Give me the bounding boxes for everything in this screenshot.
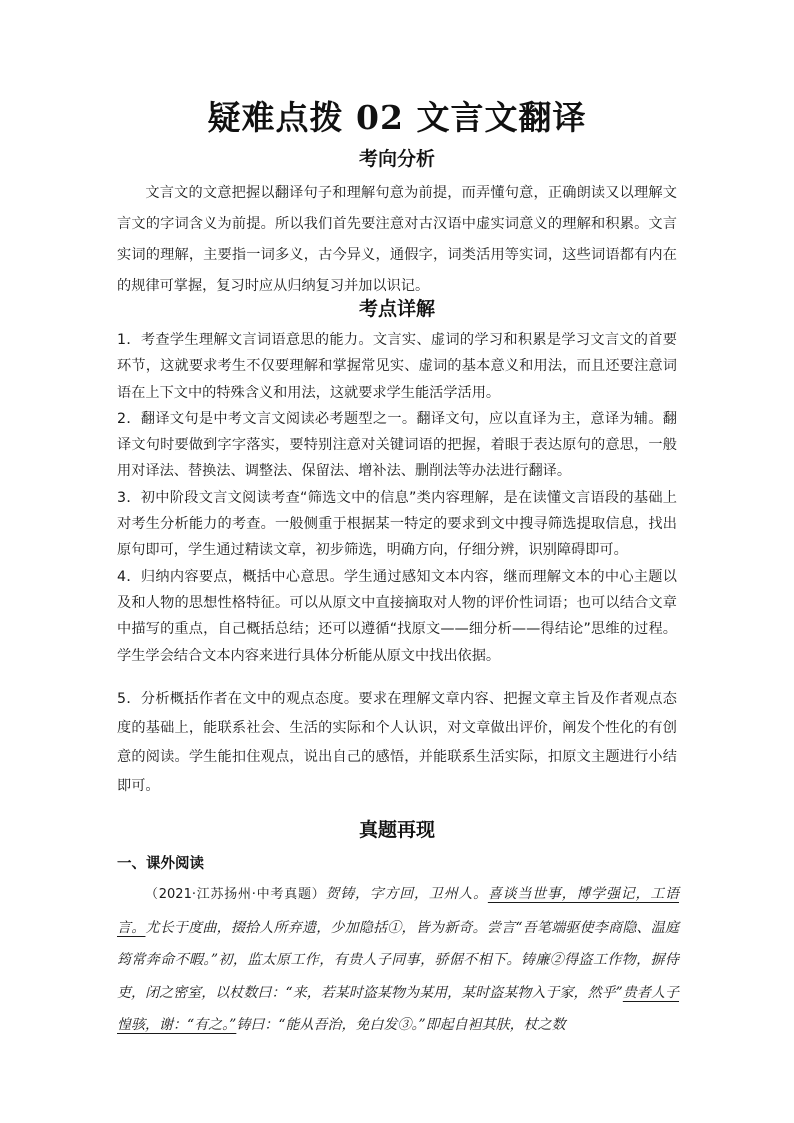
detail-item-1: 1．考查学生理解文言词语意思的能力。文言实、虚词的学习和积累是学习文言文的首要环节，这就要求考生不仅要理解和掌握常见实、虚词的基本意义和用法，而且还要注意词语在上下文中的特殊含义和用法，这就要求学生能活学活用。 xyxy=(117,332,677,401)
details-list xyxy=(117,327,677,669)
passage-text-1: 贺铸，字方回，卫州人。 xyxy=(325,886,488,902)
passage-underlined-2: 贵者人子惶骇，谢：“有之。” xyxy=(117,984,680,1033)
analysis-paragraph xyxy=(117,178,677,302)
detail-item-5: 5．分析概括作者在文中的观点态度。要求在理解文章内容、把握文章主旨及作者观点态度的基础上，能联系社会、生活的实际和个人认识，对文章做出评价，阐发个性化的有创意的阅读。学生能扣住观点，说出自己的感悟，并能联系生活实际，扣原文主题进行小结即可。 xyxy=(117,691,677,794)
analysis-text: 文言文的文意把握以翻译句子和理解句意为前提，而弄懂句意，正确朗读又以理解文言文的字词含义为前提。所以我们首先要注意对古汉语中虚实词意义的理解和积累。文言实词的理解，主要指一词多义，古今异义，通假字，词类活用等实词，这些词语都有内在的规律可掌握，复习时应从归纳复习并加以识记。 xyxy=(117,185,677,294)
passage-text-3: 铸曰：“能从吾治，免白发③。”即起自袒其肤，杖之数 xyxy=(236,1017,566,1033)
detail-item-2: 2．翻译文句是中考文言文阅读必考题型之一。翻译文句，应以直译为主，意译为辅。翻译文句时要做到字字落实，要特别注意对关键词语的把握，着眼于表达原句的意思，一般用对译法、替换法、调整法、保留法、增补法、删削法等办法进行翻译。 xyxy=(117,410,677,480)
section-heading-analysis: 考向分析 xyxy=(358,148,435,170)
detail-item-3: 3．初中阶段文言文阅读考查“筛选文中的信息”类内容理解，是在读懂文言语段的基础上对考生分析能力的考查。一般侧重于根据某一特定的要求到文中搜寻筛选提取信息，找出原句即可，学生通过精读文章，初步筛选，明确方向，仔细分辨，识别障碍即可。 xyxy=(117,489,677,559)
detail-item-4: 4．归纳内容要点，概括中心意思。学生通过感知文本内容，继而理解文本的中心主题以及和人物的思想性格特征。可以从原文中直接摘取对人物的评价性词语；也可以结合文章中描写的重点，自己概括总结；还可以遵循“找原文——细分析——得结论”思维的过程。学生学会结合文本内容来进行具体分析能从原文中找出依据。 xyxy=(117,568,677,664)
passage-underlined-1: 喜谈当世事，博学强记，工语言。 xyxy=(117,886,679,936)
reading-passage xyxy=(117,878,679,1042)
passage-source: （2021·江苏扬州·中考真题） xyxy=(145,887,326,902)
section-heading-details: 考点详解 xyxy=(358,298,435,320)
document-title: 疑难点拨 02 文言文翻译 xyxy=(207,98,587,137)
section-heading-real-exam: 真题再现 xyxy=(358,819,435,841)
passage-text-2: 尤长于度曲，掇拾人所弃遗，少加隐括①，皆为新奇。尝言“吾笔端驱使李商隐、温庭筠常奔命不暇。”初，监太原工作，有贵人子同事，骄倨不相下。铸廉②得盗工作物，摒侍吏，闭之密室，以杖数曰：“来，若某时盗某物为某用，某时盗某物入于家，然乎” xyxy=(117,919,680,1001)
sub-heading-extracurricular-reading: 一、课外阅读 xyxy=(117,856,204,872)
